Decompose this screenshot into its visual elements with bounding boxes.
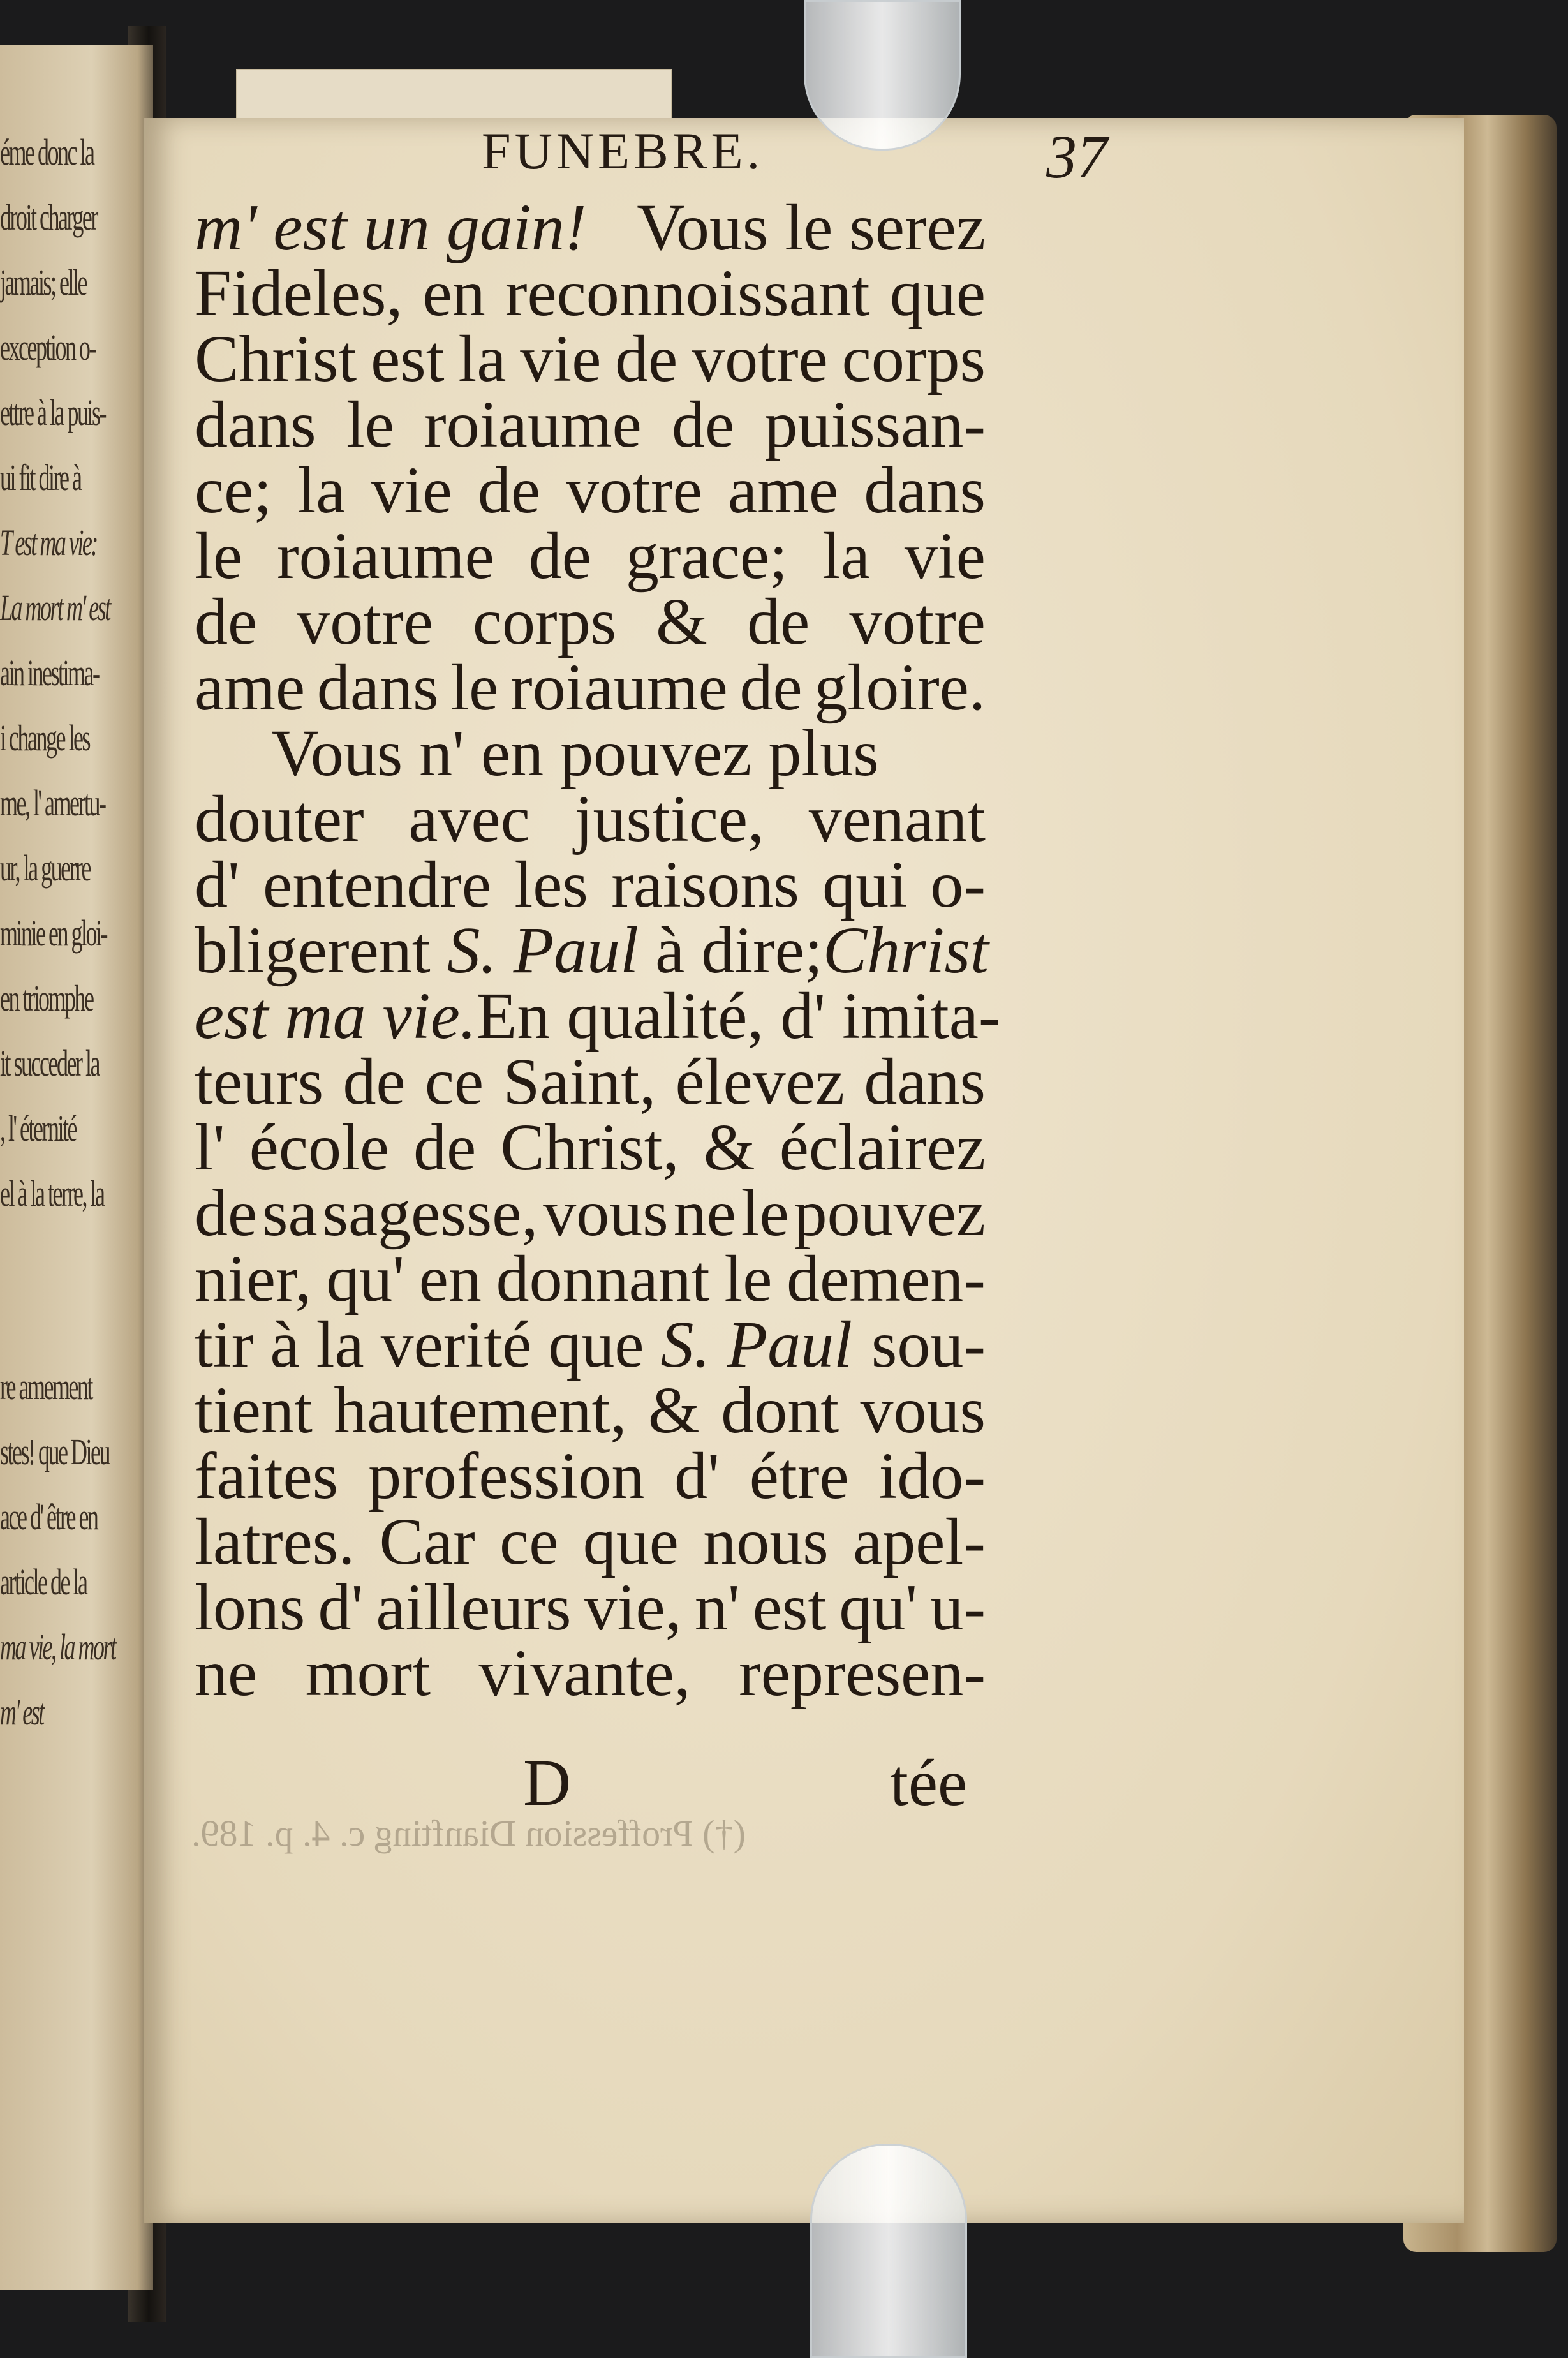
text-line: latres. Car ce que nous apel- xyxy=(195,1505,986,1578)
text-line: Vous n' en pouvez plus xyxy=(271,716,879,790)
left-line: it succeder la xyxy=(0,1042,99,1084)
left-line: i change les xyxy=(0,717,89,759)
text-line: Fideles, en reconnoissant que xyxy=(195,256,986,330)
bottom-page-clip xyxy=(810,2144,967,2358)
left-line: jamais; elle xyxy=(0,262,86,303)
left-line: droit charger xyxy=(0,196,97,238)
left-line: article de la xyxy=(0,1561,87,1603)
text-line: ce; la vie de votre ame dans xyxy=(195,454,986,527)
text-line: tient hautement, & dont vous xyxy=(195,1374,986,1447)
text-line: est ma vie. En qualité, d' imita- xyxy=(195,979,1001,1053)
catchword: tée xyxy=(890,1746,968,1820)
left-page xyxy=(0,45,153,2290)
left-line: m' est xyxy=(0,1691,43,1733)
left-line: stes! que Dieu xyxy=(0,1431,110,1472)
left-line: minie en gloi- xyxy=(0,912,107,954)
left-line: ain inestima- xyxy=(0,652,99,693)
text-line: de votre corps & de votre xyxy=(195,585,986,658)
text-line: Christ est la vie de votre corps xyxy=(195,322,986,396)
text-line: faites profession d' étre ido- xyxy=(195,1439,986,1513)
running-head: FUNEBRE. xyxy=(482,122,764,180)
text-line: le roiaume de grace; la vie xyxy=(195,519,986,593)
top-page-clip xyxy=(804,0,961,151)
left-line: en triomphe xyxy=(0,977,93,1019)
text-line: m' est un gain! Vous le serez xyxy=(195,191,986,264)
text-line: dans le roiaume de puissan- xyxy=(195,388,986,461)
left-line: ettre à la puis- xyxy=(0,392,106,433)
text-line: l' école de Christ, & éclairez xyxy=(195,1111,986,1184)
left-line: , l' éternité xyxy=(0,1108,77,1149)
text-line: nier, qu' en donnant le demen- xyxy=(195,1242,986,1316)
left-line: me, l' amertu- xyxy=(0,782,105,824)
signature-mark: D xyxy=(523,1746,572,1820)
left-line: ur, la guerre xyxy=(0,847,91,889)
left-line: ma vie, la mort xyxy=(0,1626,115,1668)
text-line: de sa sagesse, vous ne le pouvez xyxy=(195,1176,986,1250)
text-line: teurs de ce Saint, élevez dans xyxy=(195,1045,986,1118)
left-line: ui fit dire à xyxy=(0,457,81,498)
left-line: re amement xyxy=(0,1366,92,1407)
text-line: tir à la verité que S. Paul sou- xyxy=(195,1308,986,1381)
left-line: ace d' être en xyxy=(0,1496,98,1538)
text-line: douter avec justice, venant xyxy=(195,782,986,856)
left-line: éme donc la xyxy=(0,131,94,173)
text-line: d' entendre les raisons qui o- xyxy=(195,848,986,921)
text-line: bligerent S. Paul à dire; Christ xyxy=(195,914,989,987)
page-number: 37 xyxy=(1046,122,1107,191)
text-line: lons d' ailleurs vie, n' est qu' u- xyxy=(195,1571,986,1644)
text-line: ne mort vivante, represen- xyxy=(195,1636,986,1710)
bleed-through-text: (†) Proffession Dianfting c. 4. p. 189. xyxy=(191,1813,746,1854)
text-line: ame dans le roiaume de gloire. xyxy=(195,651,986,724)
left-line: La mort m' est xyxy=(0,587,110,628)
left-line: T est ma vie: xyxy=(0,522,97,563)
left-line: exception o- xyxy=(0,327,95,368)
left-line: el à la terre, la xyxy=(0,1173,104,1214)
